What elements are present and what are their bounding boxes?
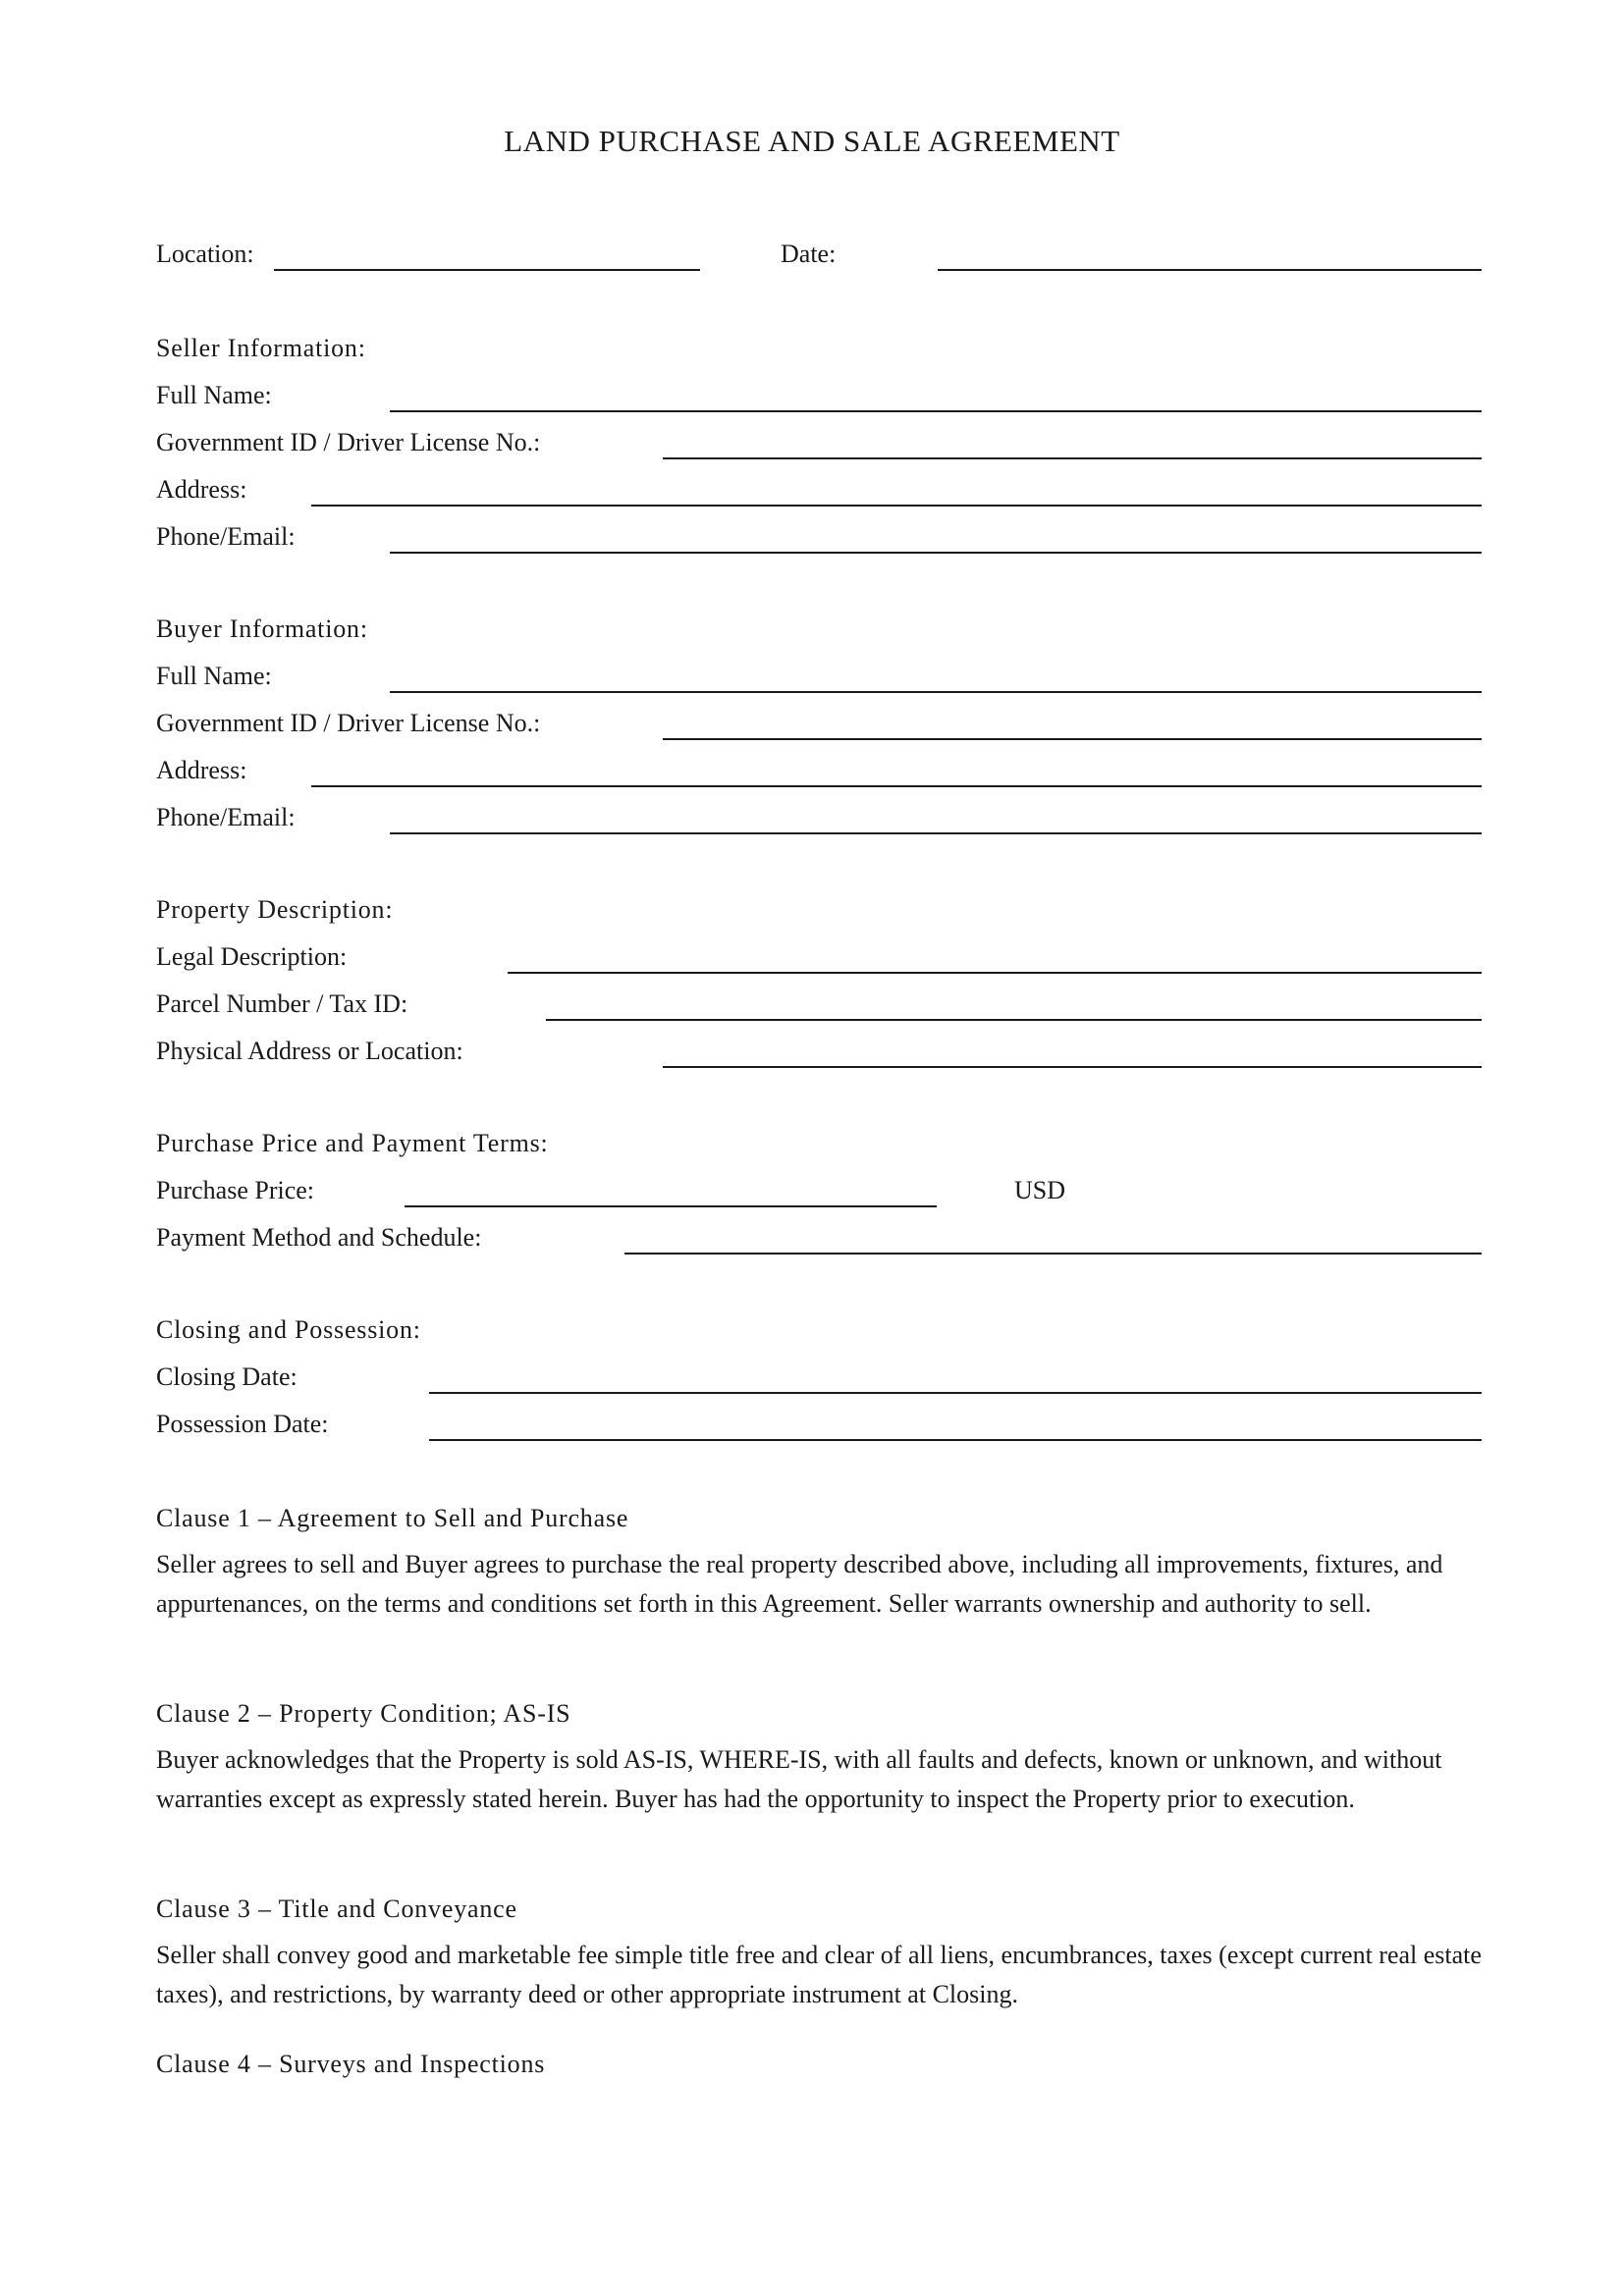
date-label: Date: bbox=[781, 240, 837, 268]
seller-address-label: Address: bbox=[156, 475, 247, 504]
location-label: Location: bbox=[156, 240, 254, 268]
seller-full-name-field[interactable] bbox=[390, 410, 1482, 412]
clause-2-heading: Clause 2 – Property Condition; AS-IS bbox=[156, 1699, 571, 1728]
parcel-number-label: Parcel Number / Tax ID: bbox=[156, 989, 408, 1018]
payment-method-label: Payment Method and Schedule: bbox=[156, 1223, 482, 1252]
clause-4-heading: Clause 4 – Surveys and Inspections bbox=[156, 2050, 546, 2078]
price-heading: Purchase Price and Payment Terms: bbox=[156, 1129, 549, 1157]
clause-3-body: Seller shall convey good and marketable fee simple title free and clear of all liens, encumbrances, taxes (except current real estate taxes), and restrictions, by warranty deed or other appropriate instrument at Closing. bbox=[156, 1941, 1482, 2008]
clause-2-body: Buyer acknowledges that the Property is sold AS-IS, WHERE-IS, with all faults and defects, known or unknown, and without warranties except as expressly stated herein. Buyer has had the opportunity to inspect the Property prior to execution. bbox=[156, 1745, 1442, 1813]
clause-3-heading: Clause 3 – Title and Conveyance bbox=[156, 1895, 517, 1923]
legal-description-label: Legal Description: bbox=[156, 942, 348, 971]
legal-description-field[interactable] bbox=[508, 972, 1482, 974]
buyer-gov-id-field[interactable] bbox=[663, 738, 1482, 740]
purchase-price-label: Purchase Price: bbox=[156, 1176, 315, 1204]
closing-date-field[interactable] bbox=[429, 1392, 1482, 1394]
buyer-phone-email-field[interactable] bbox=[390, 832, 1482, 834]
seller-gov-id-label: Government ID / Driver License No.: bbox=[156, 428, 541, 456]
buyer-heading: Buyer Information: bbox=[156, 614, 368, 643]
buyer-full-name-label: Full Name: bbox=[156, 662, 272, 690]
seller-gov-id-field[interactable] bbox=[663, 457, 1482, 459]
closing-heading: Closing and Possession: bbox=[156, 1315, 421, 1344]
physical-address-label: Physical Address or Location: bbox=[156, 1037, 463, 1065]
seller-address-field[interactable] bbox=[311, 505, 1482, 507]
seller-heading: Seller Information: bbox=[156, 334, 366, 362]
location-field[interactable] bbox=[274, 269, 700, 271]
seller-phone-email-label: Phone/Email: bbox=[156, 522, 296, 551]
physical-address-field[interactable] bbox=[663, 1066, 1482, 1068]
date-field[interactable] bbox=[938, 269, 1482, 271]
closing-date-label: Closing Date: bbox=[156, 1362, 298, 1391]
currency-label: USD bbox=[1014, 1176, 1066, 1204]
clause-1-body: Seller agrees to sell and Buyer agrees to purchase the real property described above, including all improvements, fixtures, and appurtenances, on the terms and conditions set forth in this Agreement. Seller warrants ownership and authority to sell. bbox=[156, 1550, 1443, 1618]
buyer-full-name-field[interactable] bbox=[390, 691, 1482, 693]
document-title: LAND PURCHASE AND SALE AGREEMENT bbox=[504, 124, 1120, 158]
seller-phone-email-field[interactable] bbox=[390, 552, 1482, 554]
payment-method-field[interactable] bbox=[624, 1253, 1482, 1255]
possession-date-field[interactable] bbox=[429, 1439, 1482, 1441]
property-heading: Property Description: bbox=[156, 895, 394, 924]
parcel-number-field[interactable] bbox=[546, 1019, 1482, 1021]
purchase-price-field[interactable] bbox=[405, 1205, 937, 1207]
buyer-address-label: Address: bbox=[156, 756, 247, 784]
buyer-phone-email-label: Phone/Email: bbox=[156, 803, 296, 831]
buyer-address-field[interactable] bbox=[311, 785, 1482, 787]
buyer-gov-id-label: Government ID / Driver License No.: bbox=[156, 709, 541, 737]
clause-1-heading: Clause 1 – Agreement to Sell and Purchase bbox=[156, 1504, 629, 1532]
possession-date-label: Possession Date: bbox=[156, 1410, 329, 1438]
seller-full-name-label: Full Name: bbox=[156, 381, 272, 409]
